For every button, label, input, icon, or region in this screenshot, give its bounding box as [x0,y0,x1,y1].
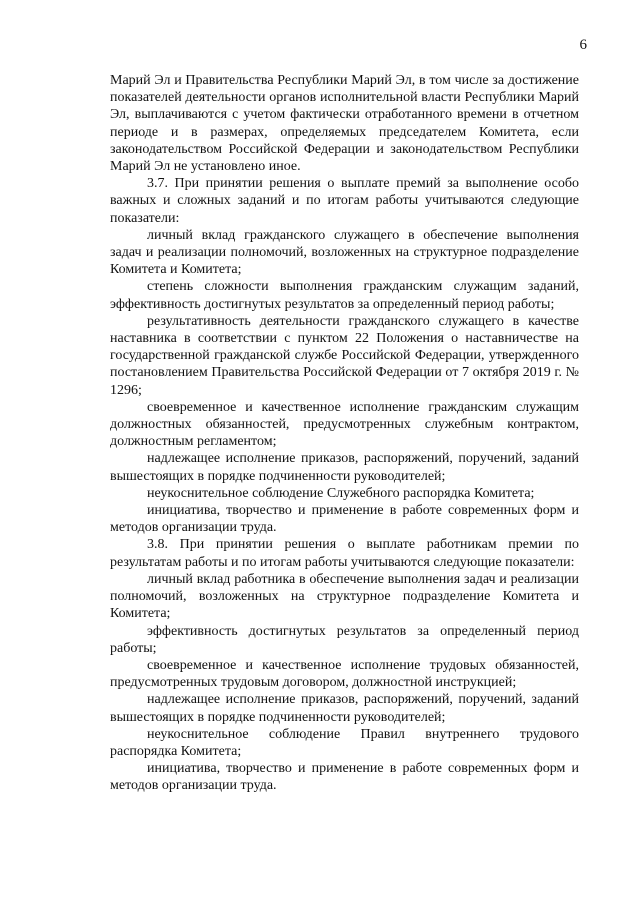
paragraph: инициатива, творчество и применение в работе современных форм и методов организации труда. [110,761,579,794]
paragraph: Марий Эл и Правительства Республики Марий Эл, в том числе за достижение показателей деятельности органов исполнительной власти Республики Марий Эл, выплачиваются с учетом фактически отработанного времени в отчетном периоде и в размерах, определяемых председателем Комитета, если законодательством Российской Федерации и законодательством Республики Марий Эл не установлено иное. [110,73,579,175]
paragraph: неукоснительное соблюдение Служебного распорядка Комитета; [147,485,535,501]
page-number: 6 [579,37,587,53]
paragraph: степень сложности выполнения гражданским служащим заданий, эффективность достигнутых результатов за определенный период работы; [110,279,579,312]
document-body [110,72,579,795]
paragraph: своевременное и качественное исполнение трудовых обязанностей, предусмотренных трудовым договором, должностной инструкцией; [110,657,579,691]
paragraph: 3.7. При принятии решения о выплате премий за выполнение особо важных и сложных заданий и по итогам работы учитываются следующие показатели: [110,176,579,226]
paragraph: надлежащее исполнение приказов, распоряжений, поручений, заданий вышестоящих в порядке подчиненности руководителей; [110,692,579,725]
paragraph: 3.8. При принятии решения о выплате работникам премии по результатам работы и по итогам работы учитываются следующие показатели: [110,537,579,570]
paragraph: неукоснительное соблюдение Правил внутреннего трудового распорядка Комитета; [110,726,579,759]
paragraph: инициатива, творчество и применение в работе современных форм и методов организации труда. [110,503,579,536]
paragraph: эффективность достигнутых результатов за определенный период работы; [110,623,579,656]
paragraph: своевременное и качественное исполнение гражданским служащим должностных обязанностей, предусмотренных служебным контрактом, должностным регламентом; [110,399,579,450]
paragraph: личный вклад гражданского служащего в обеспечение выполнения задач и реализации полномочий, возложенных на структурное подразделение Комитета и Комитета; [110,227,579,278]
paragraph: надлежащее исполнение приказов, распоряжений, поручений, заданий вышестоящих в порядке подчиненности руководителей; [110,451,579,484]
paragraph: личный вклад работника в обеспечение выполнения задач и реализации полномочий, возложенных на структурное подразделение Комитета и Комитета; [110,571,579,622]
paragraph: результативность деятельности гражданского служащего в качестве наставника в соответствии с пунктом 22 Положения о наставничестве на государственной гражданской службе Российской Федерации, утвержденного постановлением Правительства Российской Федерации от 7 октября 2019 г. № 1296; [110,313,579,398]
